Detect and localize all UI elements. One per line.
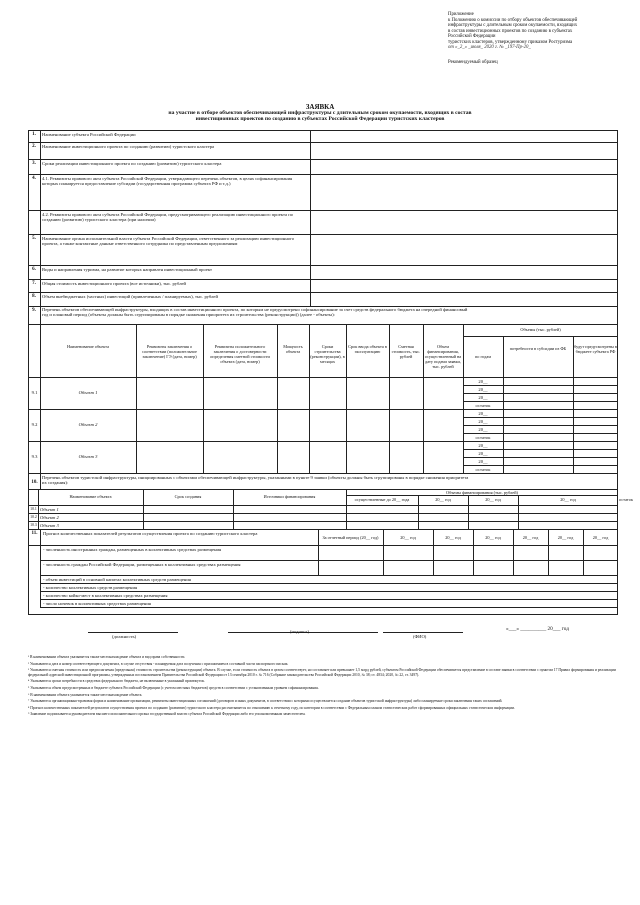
- number-column-divider: [40, 529, 41, 607]
- section-10-column-header: Срок создания: [174, 494, 202, 499]
- section-9-column-header: Реквизиты заключения о соответствии (положительное заключение) ГЭ (дата, номер): [142, 344, 197, 359]
- footnote: ⁵ Указываются объем предусмотренных в бюджете субъекта Российской Федерации (с учетом местных бюджетов) средств в соответствии с установленным уровнем софинансирования.: [28, 685, 319, 690]
- document-title: [80, 104, 560, 123]
- section-10-funds-col: 20__ год: [560, 497, 576, 502]
- row-number: 6.: [32, 267, 36, 272]
- row-label: Общая стоимость инвестиционного проекта (все источники), тыс. рублей: [42, 281, 187, 286]
- section-11-period: За отчетный период (20__ год): [322, 535, 379, 540]
- header-line: Приложение: [448, 12, 474, 17]
- section-10-column-header: Наименование объекта: [69, 494, 112, 499]
- title-line: на участие в отборе объектов обеспечивающей инфраструктуры с длительным сроком окупаемости, входящих в состав: [168, 110, 472, 117]
- section-9-column-header: Сметная стоимость, тыс. рублей: [391, 344, 421, 359]
- funds-year-label: 20__: [478, 386, 488, 392]
- section-9-column-header: Сроки строительства (реконструкции), в месяцах: [310, 344, 345, 364]
- section-9-funds-col: будут предусмотрены в бюджете субъекта РФ: [574, 344, 617, 354]
- object-name: Объект 1: [78, 390, 98, 395]
- section-9-funds-header: Объемы (тыс. рублей): [520, 327, 561, 332]
- row-divider: [28, 265, 618, 266]
- section-9-column-rule: [346, 324, 347, 473]
- section-11-number: 11.: [31, 531, 38, 536]
- footnote: ⁴ Указываются сроки потребности в средствах федерального бюджета, не включенные в указанный промежуток.: [28, 679, 206, 684]
- object-name: Объект 1: [40, 506, 59, 512]
- row-number: 1.: [32, 132, 36, 137]
- section-11-column-rule: [433, 529, 434, 575]
- row-label: Виды и направления туризма, на развитие которых направлен инвестиционный проект: [42, 267, 213, 272]
- object-number: 10.3: [30, 522, 37, 527]
- section-10-funds-col: 20__ год: [485, 497, 501, 502]
- section-11-year: 20__ год: [485, 535, 501, 540]
- sign-line-name: [383, 632, 463, 633]
- recommended-label: Рекомендуемый образец: [448, 59, 498, 65]
- section-11-year: 20__ год: [522, 535, 539, 540]
- section-10-text: Перечень объектов туристской инфраструктуры, инициированных с объектами обеспечивающей инфраструктуры, указанными в пункте 9 заявки (объекты должны быть сгруппированы в порядке снижения приоритета: [42, 475, 469, 480]
- section-10-column-rule: [143, 489, 144, 529]
- section-9-header-top: [28, 324, 618, 325]
- object-number: 10.1: [30, 506, 37, 511]
- section-11-year: 20__ год: [592, 535, 609, 540]
- row-label: Наименование органа исполнительной власти субъекта Российской Федерации, ответственного за реализацию инвестиционного проекта, а также контактные данные ответственного сотрудника по представленным предложениям: [42, 236, 295, 247]
- section-11-column-rule: [513, 529, 514, 575]
- row-label: Наименование инвестиционного проекта по созданию (развитию) туристского кластера: [42, 144, 215, 149]
- row-label: Объем внебюджетных (частных) инвестиций (привлеченных / планируемых), тыс. рублей: [42, 294, 218, 299]
- object-name: Объект 2: [78, 422, 98, 427]
- funds-year-label: 20__: [478, 442, 488, 448]
- header-line: туристских кластеров, утвержденному приказом Ростуризма: [448, 39, 573, 45]
- document-header: [448, 12, 628, 65]
- main-table-frame: [28, 130, 618, 615]
- section-10-number: 10.: [31, 480, 38, 485]
- section-9-column-header: Срок ввода объекта в эксплуатацию: [348, 344, 387, 354]
- section-9-column-rule: [463, 324, 464, 473]
- header-line: в состав инвестиционных проектов по созданию в субъектах: [448, 28, 573, 34]
- section-10-column-rule: [346, 489, 347, 529]
- object-number: 9.2: [31, 422, 38, 427]
- number-column-divider: [40, 130, 41, 306]
- title-line: инвестиционных проектов по созданию в субъектах Российской Федерации туристских кластеров: [195, 116, 445, 123]
- sign-caption-name: (ФИО): [413, 634, 427, 639]
- section-9-text: год и плановый период (объекты должны быть сгруппированы в порядке снижения приоритета их строительства (реконструкции)) (далее - объекты):: [42, 312, 335, 317]
- row-label: 4.2. Реквизиты правового акта субъекта Российской Федерации, предусматривающего реализацию инвестиционного проекта по созданию (развитию) туристского кластера (при наличии): [42, 212, 293, 223]
- section-11-column-rule: [318, 529, 319, 575]
- footnote: ¹ В наименовании объекта указывается также местонахождение объекта и вид права собственности.: [28, 655, 186, 659]
- funds-year-label: 20__: [478, 394, 488, 400]
- value-cell-divider: [310, 234, 311, 265]
- section-10-funds-col: остаток: [619, 497, 633, 502]
- section-10-column-rule: [468, 495, 469, 529]
- row-number: 4.: [32, 176, 36, 181]
- section-9-column-rule: [309, 324, 310, 473]
- sign-line-position: [88, 632, 178, 633]
- header-line: инфраструктуры с длительным сроком окупаемости, входящих: [448, 23, 578, 28]
- object-number: 10.2: [30, 514, 37, 519]
- row-divider: [28, 292, 618, 293]
- row-divider: [28, 234, 618, 235]
- section-10-column-rule: [233, 489, 234, 529]
- funds-year-label: 20__: [478, 450, 488, 456]
- object-name: Объект 2: [40, 514, 59, 520]
- footnote: ³ Указываются сметная стоимость или предполагаемая (предельная) стоимость строительства (реконструкции) объекта. В случае, если стоимость объекта в целом соответствует, но составляет или превышает 1,5 млрд рублей, субъектом Российской Федерации обеспечивается представление в составе заявки в соответствии с пунктом 17 Правил формирования и реализации федеральной адресной инвестиционной программы, утвержденных постановлением Правительства Российской Федерации от 13 сентября 2010 г. № 716 (Собрание законодательства Российской Федерации 2010, № 38; ст. 4834; 2020, № 22, ст. 3497).: [28, 668, 616, 677]
- value-cell-divider: [310, 292, 311, 306]
- section-10-funds-header: Объемы финансирования (тыс. рублей): [446, 490, 518, 495]
- section-10-funds-col: 20__ год: [435, 497, 451, 502]
- funds-year-label: 20__: [478, 378, 488, 384]
- object-row-divider: [28, 409, 618, 410]
- sign-caption-signature: (подпись): [290, 629, 310, 634]
- section-9-column-header: Объем финансирования, осуществленный на дату подачи заявки, тыс. рублей: [424, 344, 462, 369]
- row-label: Сроки реализации инвестиционного проекта по созданию (развитию) туристского кластера: [42, 161, 222, 166]
- funds-year-label: остаток: [475, 402, 491, 408]
- header-line: Российской Федерации: [448, 34, 496, 39]
- funds-subheader-rule: [463, 336, 618, 337]
- object-name: Объект 3: [40, 522, 59, 528]
- footnote: ² Указываются дата и номер соответствующего документа, в случае отсутствия - планируемая дата получения с приложением в составной части паспортного письма.: [28, 661, 289, 666]
- indicator-label: - численность граждан Российской Федерации, размещенных в коллективных средствах размещения: [43, 561, 241, 567]
- footnotes: [28, 655, 618, 719]
- section-9-column-rule: [573, 336, 574, 473]
- sign-date: «___» __________ 20___ год: [506, 626, 569, 632]
- header-line: от «_2_» _июля_ 2020 г. № _197-Пр-20_: [448, 45, 531, 50]
- section-9-column-rule: [136, 324, 137, 473]
- section-9-column-rule: [389, 324, 390, 473]
- funds-year-label: 20__: [478, 418, 488, 424]
- section-11-column-rule: [473, 529, 474, 575]
- section-9-column-rule: [503, 336, 504, 473]
- funds-year-label: 20__: [478, 426, 488, 432]
- value-cell-divider: [310, 130, 311, 142]
- section-10-text: их создания):: [42, 480, 69, 485]
- section-9-column-rule: [423, 324, 424, 473]
- value-cell-divider: [310, 210, 311, 234]
- section-9-text: Перечень объектов обеспечивающей инфраструктуры, входящих в состав инвестиционного проекта, по которым не предусмотрено софинансирование за счет средств федерального бюджета на очередной финансовый: [42, 307, 468, 312]
- indicator-label: - число ночевок в коллективных средствах размещения: [43, 600, 151, 606]
- section-10-funds-col: осуществленные до 20__ года: [354, 497, 410, 502]
- value-cell-divider: [310, 159, 311, 174]
- section-10-column-rule: [418, 495, 419, 529]
- section-10-column-rule: [518, 495, 519, 529]
- section-9-column-header: Наименование объекта: [66, 344, 110, 349]
- section-9-column-rule: [277, 324, 278, 473]
- footnote: ⁸ Прогноз количественных показателей результатов осуществления проекта по созданию (развитию) туристского кластера рассчитывается по отношению к отчетному году, по категории в соответствии с Федеральным планом статистических работ сформированных официальных статистических информации.: [28, 705, 515, 710]
- footnote: ⁶ В наименовании объекта указывается также местонахождение объекта.: [28, 692, 143, 697]
- sign-caption-position: (должность): [112, 634, 137, 639]
- section-11-title: Прогноз количественных показателей результатов осуществления проекта по созданию туристского кластера: [43, 531, 258, 536]
- indicator-row-rule: [40, 607, 618, 608]
- section-9-column-header: Мощность объекта: [283, 344, 303, 354]
- number-column-divider: [40, 306, 41, 473]
- row-number: 2.: [32, 144, 36, 149]
- row-divider: [28, 159, 618, 160]
- object-name: Объект 3: [78, 454, 98, 459]
- object-number: 9.3: [31, 454, 38, 459]
- section-9-column-rule: [203, 324, 204, 473]
- section-9-column-header: Реквизиты положительного заключения о достоверности определения сметной стоимости объекта (дата, номер): [210, 344, 270, 364]
- indicator-label: - количество койко-мест в коллективных средствах размещения: [43, 592, 168, 598]
- section-11-year: 20__ год: [557, 535, 574, 540]
- indicator-label: - численность иностранных граждан, размещенных в коллективных средствах размещения: [43, 546, 222, 552]
- value-cell-divider: [310, 142, 311, 159]
- object-row-divider: [28, 441, 618, 442]
- indicator-label: - количество коллективных средств размещения: [43, 584, 138, 590]
- section-10-column-rule: [38, 489, 39, 529]
- section-9-funds-col: потребности в субсидии из ФБ: [509, 346, 567, 351]
- row-divider: [28, 210, 618, 211]
- row-number: 8.: [32, 294, 36, 299]
- section-10-bottom: [28, 529, 618, 530]
- funds-year-label: 20__: [478, 410, 488, 416]
- section-10-column-header: Источники финансирования: [263, 494, 316, 499]
- section-9-funds-col: по годам: [474, 354, 491, 359]
- value-cell-divider: [310, 279, 311, 292]
- row-divider: [28, 279, 618, 280]
- funds-year-label: 20__: [478, 458, 488, 464]
- row-number: 7.: [32, 281, 36, 286]
- footnote: ⁷ Указываются организационно-правовая форма и наименование организации, реквизиты инвестиционных соглашений (договоров и иных документов, в соответствии с которыми осуществляется создание объектов туристской инфраструктуры) либо планируемые сроки заключения таких соглашений.: [28, 699, 503, 704]
- row-divider: [28, 142, 618, 143]
- section-11-column-rule: [383, 529, 384, 575]
- number-column-divider: [40, 473, 41, 489]
- funds-year-label: остаток: [475, 466, 491, 472]
- section-9-number: 9.: [32, 308, 36, 313]
- row-number: 5.: [32, 236, 36, 241]
- section-9-bottom: [28, 473, 618, 474]
- row-divider: [28, 174, 618, 175]
- title-main: ЗАЯВКА: [305, 103, 335, 111]
- section-11-column-rule: [583, 529, 584, 575]
- funds-subheader-rule: [346, 495, 618, 496]
- indicator-label: - объем инвестиций в основной капитал коллективных средств размещения: [43, 576, 191, 582]
- footnote: ⁹ Заявление подписывается руководителем высшего исполнительного органа государственной власти субъекта Российской Федерации либо его уполномоченным заместителем.: [28, 712, 306, 717]
- section-11-column-rule: [548, 529, 549, 575]
- row-label: 4.1. Реквизиты правового акта субъекта Российской Федерации, утверждающего перечень объектов, в целях софинансирования которых планируется предоставление субсидии (государственная программа субъекта РФ и т.д.): [42, 176, 293, 187]
- value-cell-divider: [310, 174, 311, 210]
- funds-year-label: остаток: [475, 434, 491, 440]
- header-line: к Положению о комиссии по отбору объектов обеспечивающей: [448, 17, 578, 23]
- signature-block: [28, 624, 618, 648]
- section-11-year: 20__ год: [445, 535, 461, 540]
- section-11-year: 20__ год: [400, 535, 416, 540]
- row-number: 3.: [32, 161, 36, 166]
- object-number: 9.1: [31, 390, 38, 395]
- row-divider: [28, 130, 618, 131]
- value-cell-divider: [310, 265, 311, 279]
- object-row-divider: [28, 377, 618, 378]
- row-label: Наименование субъекта Российской Федерации: [42, 132, 136, 137]
